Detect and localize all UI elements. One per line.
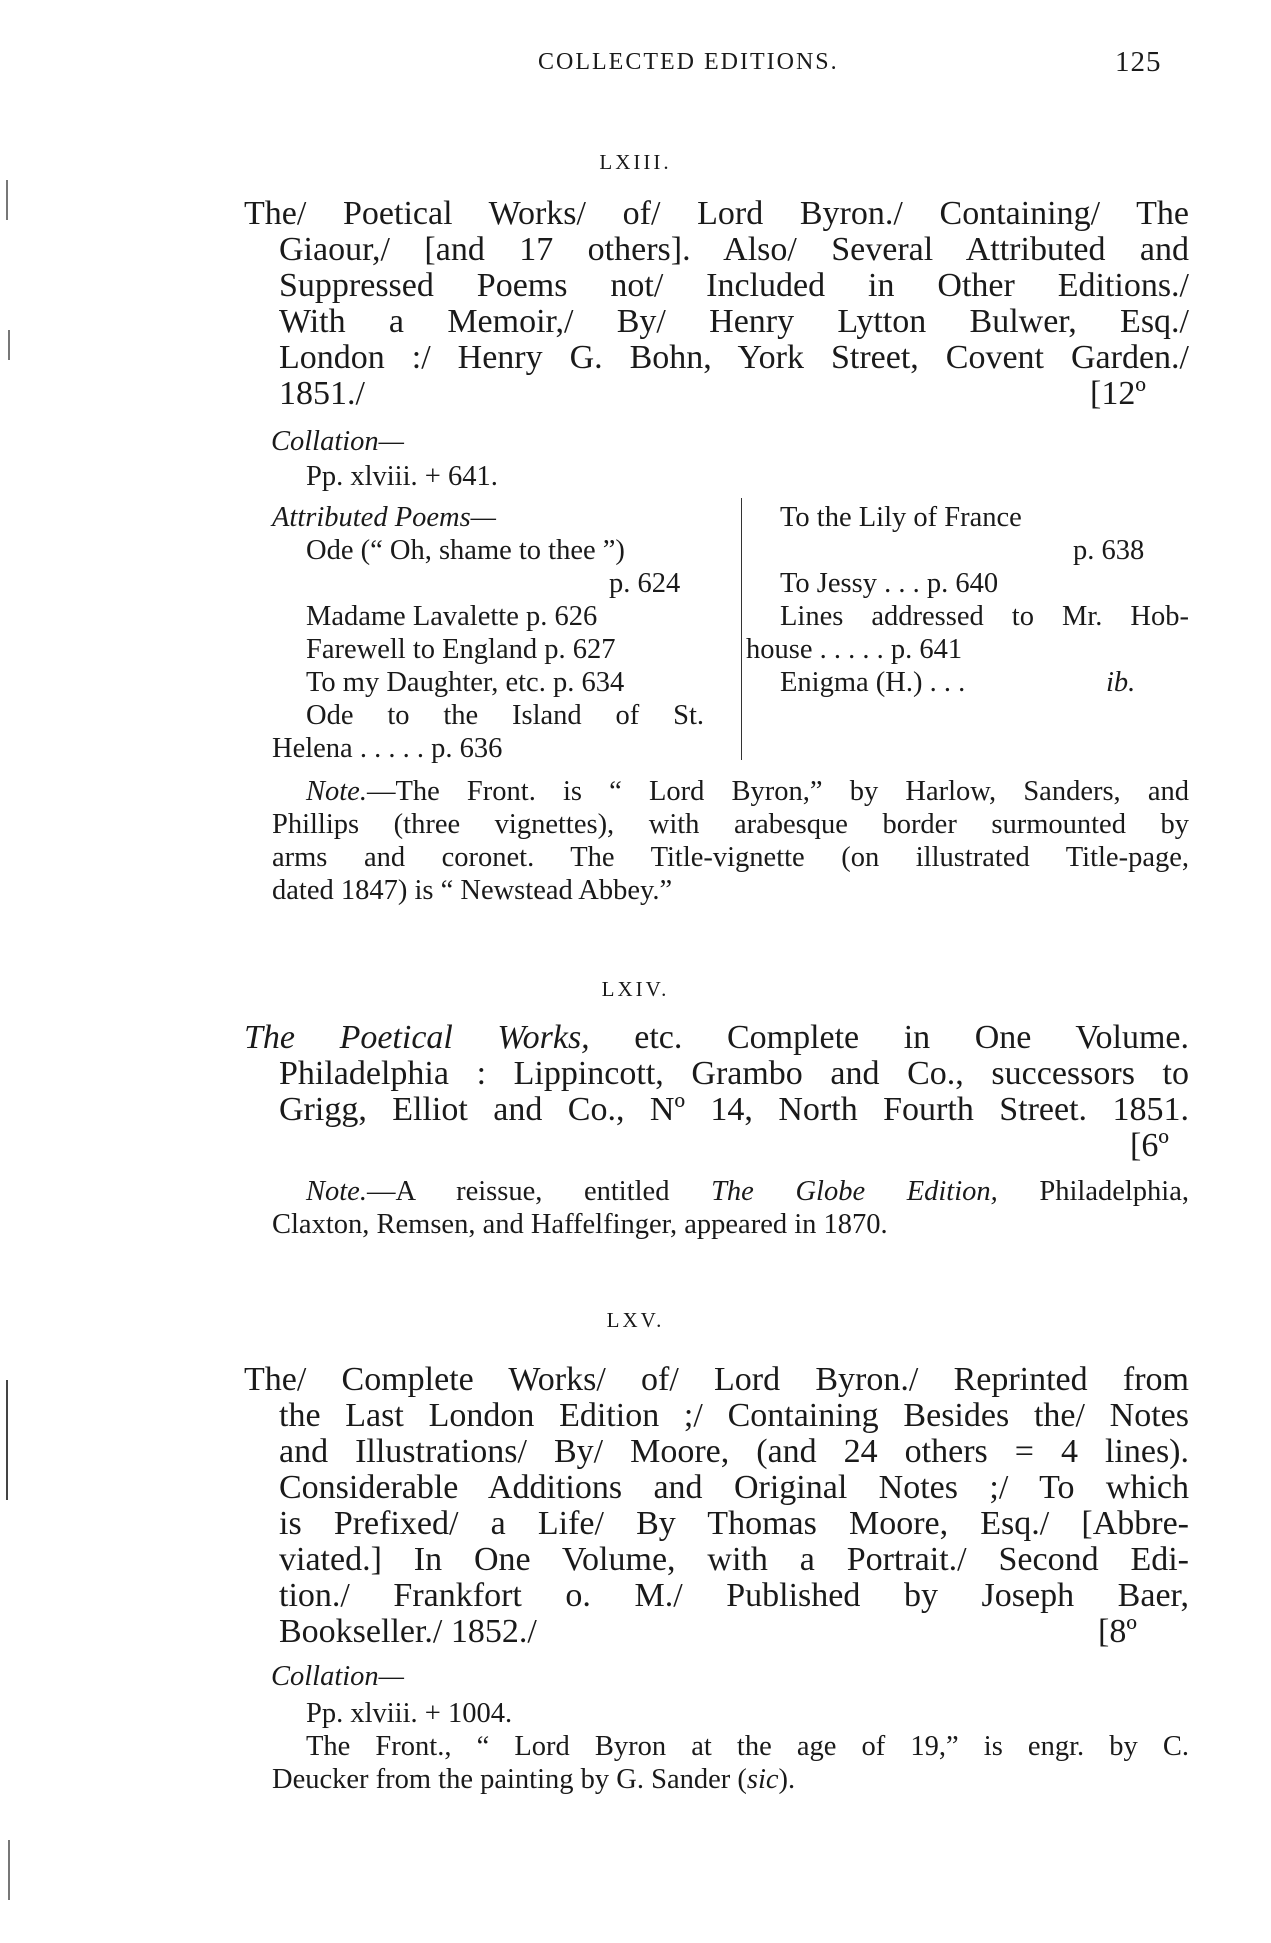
lxiii-format: [12º (1090, 375, 1146, 412)
margin-mark (6, 180, 8, 220)
lxiii-right-entry: house . . . . . p. 641 (746, 634, 963, 665)
lxiii-note-line: Note.—The Front. is “ Lord Byron,” by Harlow, Sanders, and (306, 776, 1189, 807)
lxiii-title-line: Suppressed Poems not/ Included in Other Editions./ (279, 267, 1189, 304)
lxiii-right-entry: Enigma (H.) . . . (780, 667, 966, 698)
lxv-title-line: viated.] In One Volume, with a Portrait./ Second Edi- (279, 1541, 1189, 1578)
lxiii-title-line: With a Memoir,/ By/ Henry Lytton Bulwer, Esq./ (279, 303, 1189, 340)
sic-annotation: sic (746, 1764, 779, 1795)
lxiv-title-line: Philadelphia : Lippincott, Grambo and Co., successors to (279, 1055, 1189, 1092)
lxiii-note-line: dated 1847) is “ Newstead Abbey.” (272, 875, 673, 906)
lxiii-left-entry: p. 624 (609, 568, 681, 599)
lxiv-title-italic: The Poetical Works, (244, 1019, 590, 1056)
lxiii-note-line: arms and coronet. The Title-vignette (on illustrated Title-page, (272, 842, 1189, 873)
lxiii-right-entry: To the Lily of France (780, 502, 1022, 533)
lxv-front-line: The Front., “ Lord Byron at the age of 19,” is engr. by C. (306, 1731, 1189, 1762)
lxiii-right-entry: p. 638 (1073, 535, 1145, 566)
lxiii-left-entry: Helena . . . . . p. 636 (272, 733, 503, 764)
lxiii-collation-label: Collation— (271, 426, 405, 457)
lxiii-left-entry: Ode (“ Oh, shame to thee ”) (306, 535, 625, 566)
lxiii-collation: Pp. xlviii. + 641. (306, 461, 498, 492)
lxiii-note-line: Phillips (three vignettes), with arabesque border surmounted by (272, 809, 1189, 840)
lxv-front-line: Deucker from the painting by G. Sander (sic). (272, 1764, 796, 1795)
lxv-title-line: the Last London Edition ;/ Containing Besides the/ Notes (279, 1397, 1189, 1434)
column-divider (741, 498, 742, 760)
lxiv-title-line: The Poetical Works, etc. Complete in One Volume. (244, 1019, 1189, 1056)
margin-mark (8, 330, 10, 360)
page-number: 125 (1115, 46, 1162, 78)
lxiii-left-entry: To my Daughter, etc. p. 634 (306, 667, 625, 698)
note-label: Note. (306, 1176, 367, 1207)
lxiii-attributed-label: Attributed Poems— (272, 502, 497, 533)
lxiii-right-entry: Lines addressed to Mr. Hob- (780, 601, 1189, 632)
lxiii-left-entry: Madame Lavalette p. 626 (306, 601, 598, 632)
section-numeral-lxiii: LXIII. (599, 150, 672, 174)
lxiii-left-entry: Ode to the Island of St. (306, 700, 704, 731)
lxv-title-line: Bookseller./ 1852./ (279, 1613, 537, 1650)
margin-mark (8, 1840, 10, 1900)
lxv-collation-label: Collation— (271, 1661, 405, 1692)
lxv-title-line: tion./ Frankfort o. M./ Published by Joseph Baer, (279, 1577, 1189, 1614)
lxiv-note-line: Note.—A reissue, entitled The Globe Edition, Philadelphia, (306, 1176, 1189, 1207)
lxiii-left-entry: Farewell to England p. 627 (306, 634, 616, 665)
section-numeral-lxiv: LXIV. (601, 977, 670, 1001)
note-label: Note. (306, 776, 367, 807)
lxv-title-line: Considerable Additions and Original Notes ;/ To which (279, 1469, 1189, 1506)
lxiii-title-line: London :/ Henry G. Bohn, York Street, Covent Garden./ (279, 339, 1189, 376)
lxiii-year: 1851./ (279, 375, 365, 412)
globe-edition-title: The Globe Edition, (711, 1176, 998, 1207)
lxiv-format: [6º (1130, 1127, 1169, 1164)
lxv-format: [8º (1098, 1613, 1137, 1650)
lxiii-title-line: The/ Poetical Works/ of/ Lord Byron./ Containing/ The (244, 195, 1189, 232)
lxiii-title-line: Giaour,/ [and 17 others]. Also/ Several Attributed and (279, 231, 1189, 268)
lxiv-title-line: Grigg, Elliot and Co., Nº 14, North Fourth Street. 1851. (279, 1091, 1189, 1128)
lxiii-right-entry: ib. (1106, 667, 1136, 698)
margin-mark (6, 1380, 8, 1500)
section-numeral-lxv: LXV. (606, 1308, 665, 1332)
lxv-title-line: The/ Complete Works/ of/ Lord Byron./ Reprinted from (244, 1361, 1189, 1398)
lxv-title-line: is Prefixed/ a Life/ By Thomas Moore, Esq./ [Abbre- (279, 1505, 1189, 1542)
lxv-title-line: and Illustrations/ By/ Moore, (and 24 others = 4 lines). (279, 1433, 1189, 1470)
lxiv-note-line: Claxton, Remsen, and Haffelfinger, appeared in 1870. (272, 1209, 888, 1240)
running-title: COLLECTED EDITIONS. (538, 49, 839, 75)
lxv-collation: Pp. xlviii. + 1004. (306, 1698, 513, 1729)
lxiii-right-entry: To Jessy . . . p. 640 (780, 568, 999, 599)
